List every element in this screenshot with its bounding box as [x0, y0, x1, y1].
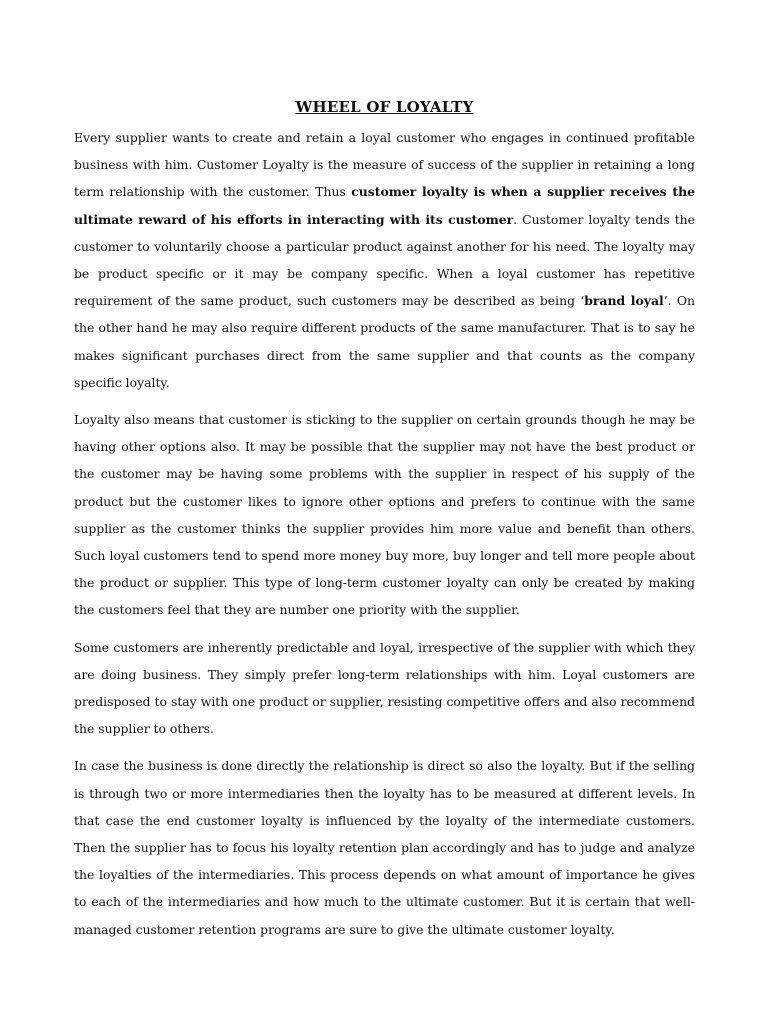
paragraph-2: Loyalty also means that customer is sticking to the supplier on certain grounds though he may be having other options also. It may be possible that the supplier may not have the best product or the customer may be having some problems with the supplier in respect of his supply of the product but the customer likes to ignore other options and prefers to continue with the same supplier as the customer thinks the supplier provides him more value and benefit than others. Such loyal customers tend to spend more money buy more, buy longer and tell more people about the product or supplier. This type of long-term customer loyalty can only be created by making the customers feel that they are number one priority with the supplier.: [74, 412, 695, 618]
paragraph-1-bold-definition: customer loyalty is when a supplier receives the ultimate reward of his efforts in interacting with its customer: [74, 184, 695, 227]
paragraph-1-text-a: Every supplier wants to create and retain a loyal customer who engages in continued profitable business with him. Customer Loyalty is the measure of success of the supplier in retaining a long term relationship with the customer. Thus: [74, 130, 695, 200]
document-title: WHEEL OF LOYALTY: [295, 98, 474, 116]
paragraph-1-bold-brand-loyal: brand loyal: [584, 293, 664, 309]
document-page: [74, 96, 695, 943]
paragraph-4: In case the business is done directly the relationship is direct so also the loyalty. But if the selling is through two or more intermediaries then the loyalty has to be measured at different levels. In that case the end customer loyalty is influenced by the loyalty of the intermediate customers. Then the supplier has to focus his loyalty retention plan accordingly and has to judge and analyze the loyalties of the intermediaries. This process depends on what amount of importance he gives to each of the intermediaries and how much to the ultimate customer. But it is certain that well-managed customer retention programs are sure to give the ultimate customer loyalty.: [74, 758, 695, 937]
paragraph-3: Some customers are inherently predictable and loyal, irrespective of the supplier with which they are doing business. They simply prefer long-term relationships with him. Loyal customers are predisposed to stay with one product or supplier, resisting competitive offers and also recommend the supplier to others.: [74, 639, 695, 737]
paragraph-1: [74, 124, 695, 396]
paragraph-1-text-c: . Customer loyalty tends the customer to voluntarily choose a particular product against another for his need. The loyalty may be product specific or it may be company specific. When a loyal customer has repetitive requirement of the same product, such customers may be described as being ‘: [74, 211, 695, 309]
paragraph-1-text-e: ’. On the other hand he may also require different products of the same manufacturer. That is to say he makes significant purchases direct from the same supplier and that counts as the company specific loyalty.: [74, 293, 695, 390]
